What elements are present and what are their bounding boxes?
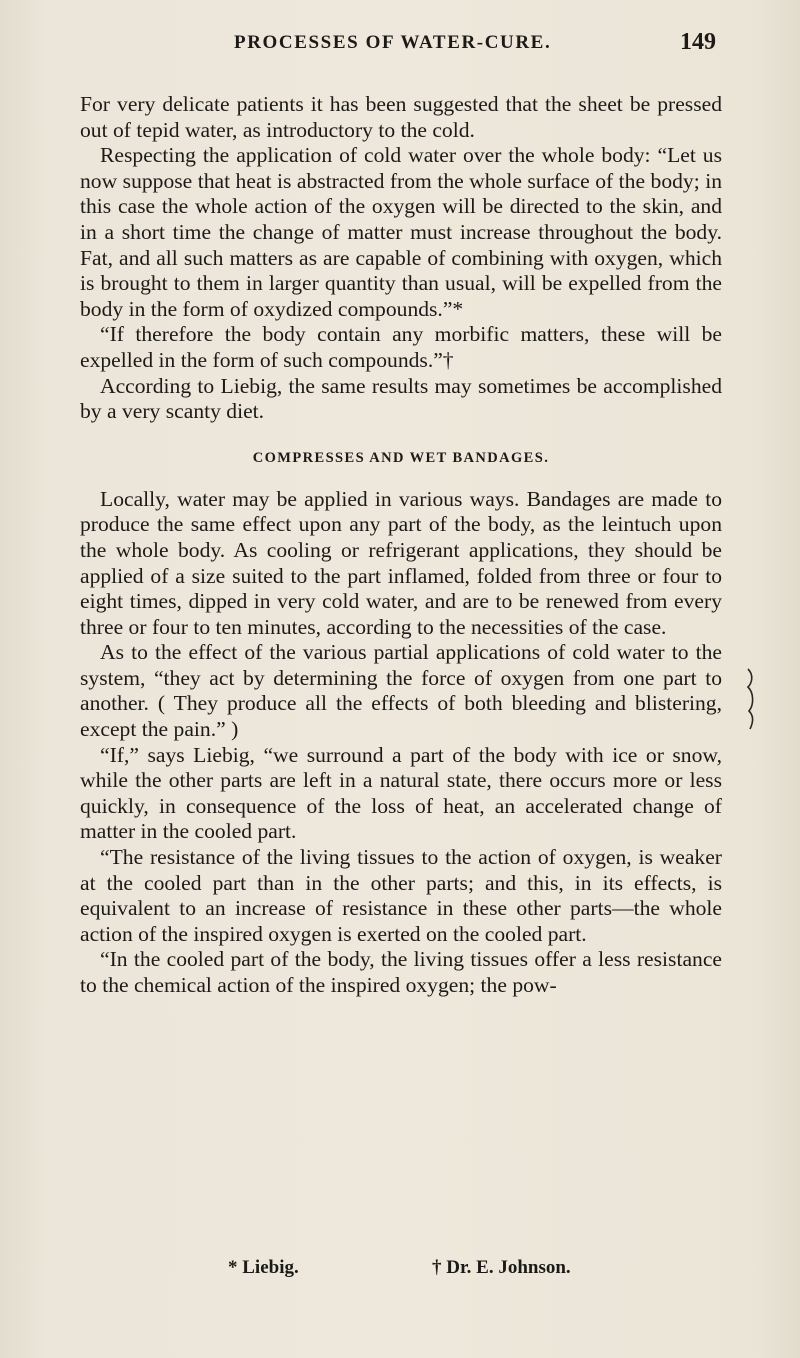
page-header xyxy=(84,29,716,62)
paragraph: For very delicate patients it has been suggested that the sheet be pressed out of tepid water, as introductory to the cold. xyxy=(80,92,722,142)
paragraph: “If,” says Liebig, “we surround a part of the body with ice or snow, while the other parts are left in a natural state, there occurs more or less quickly, in consequence of the loss of heat, an accelerated change of matter in the cooled part. xyxy=(80,742,722,844)
paragraph: Locally, water may be applied in various ways. Bandages are made to produce the same effect upon any part of the body, as the leintuch upon the whole body. As cooling or refrigerant applications, they should be applied of a size suited to the part inflamed, folded from three or four to eight times, dipped in very cold water, and are to be renewed from every three or four to ten minutes, according to the necessities of the case. xyxy=(80,486,722,639)
paragraph: Respecting the application of cold water over the whole body: “Let us now suppose that heat is abstracted from the whole surface of the body; in this case the whole action of the oxygen will be directed to the skin, and in a short time the change of matter must increase throughout the body. Fat, and all such matters as are capable of combining with oxygen, which is brought to them in larger quantity than usual, will be expelled from the body in the form of oxydized compounds.”* xyxy=(80,143,722,321)
running-head: PROCESSES OF WATER-CURE. xyxy=(234,32,552,53)
paragraph: “The resistance of the living tissues to the action of oxygen, is weaker at the cooled part than in the other parts; and this, in its effects, is equivalent to an increase of resistance in these other parts—the whole action of the inspired oxygen is exerted on the cooled part. xyxy=(80,845,722,946)
page-number: 149 xyxy=(680,29,716,55)
handwritten-bracket-icon xyxy=(740,665,762,735)
footnote: † Dr. E. Johnson. xyxy=(432,1257,571,1278)
footnotes xyxy=(80,1256,722,1282)
paragraph: According to Liebig, the same results may sometimes be accomplished by a very scanty diet. xyxy=(80,373,722,424)
body-text xyxy=(80,92,722,999)
footnote: * Liebig. xyxy=(228,1257,299,1278)
paragraph: “In the cooled part of the body, the living tissues offer a less resistance to the chemical action of the inspired oxygen; the pow- xyxy=(80,947,722,997)
paragraph: “If therefore the body contain any morbific matters, these will be expelled in the form of such compounds.”† xyxy=(80,322,722,372)
paragraph: As to the effect of the various partial applications of cold water to the system, “they act by determining the force of oxygen from one part to another. ( They produce all the effects of both bleeding and blistering, except the pain.” ) xyxy=(80,640,722,742)
section-heading: COMPRESSES AND WET BANDAGES. xyxy=(252,449,550,466)
